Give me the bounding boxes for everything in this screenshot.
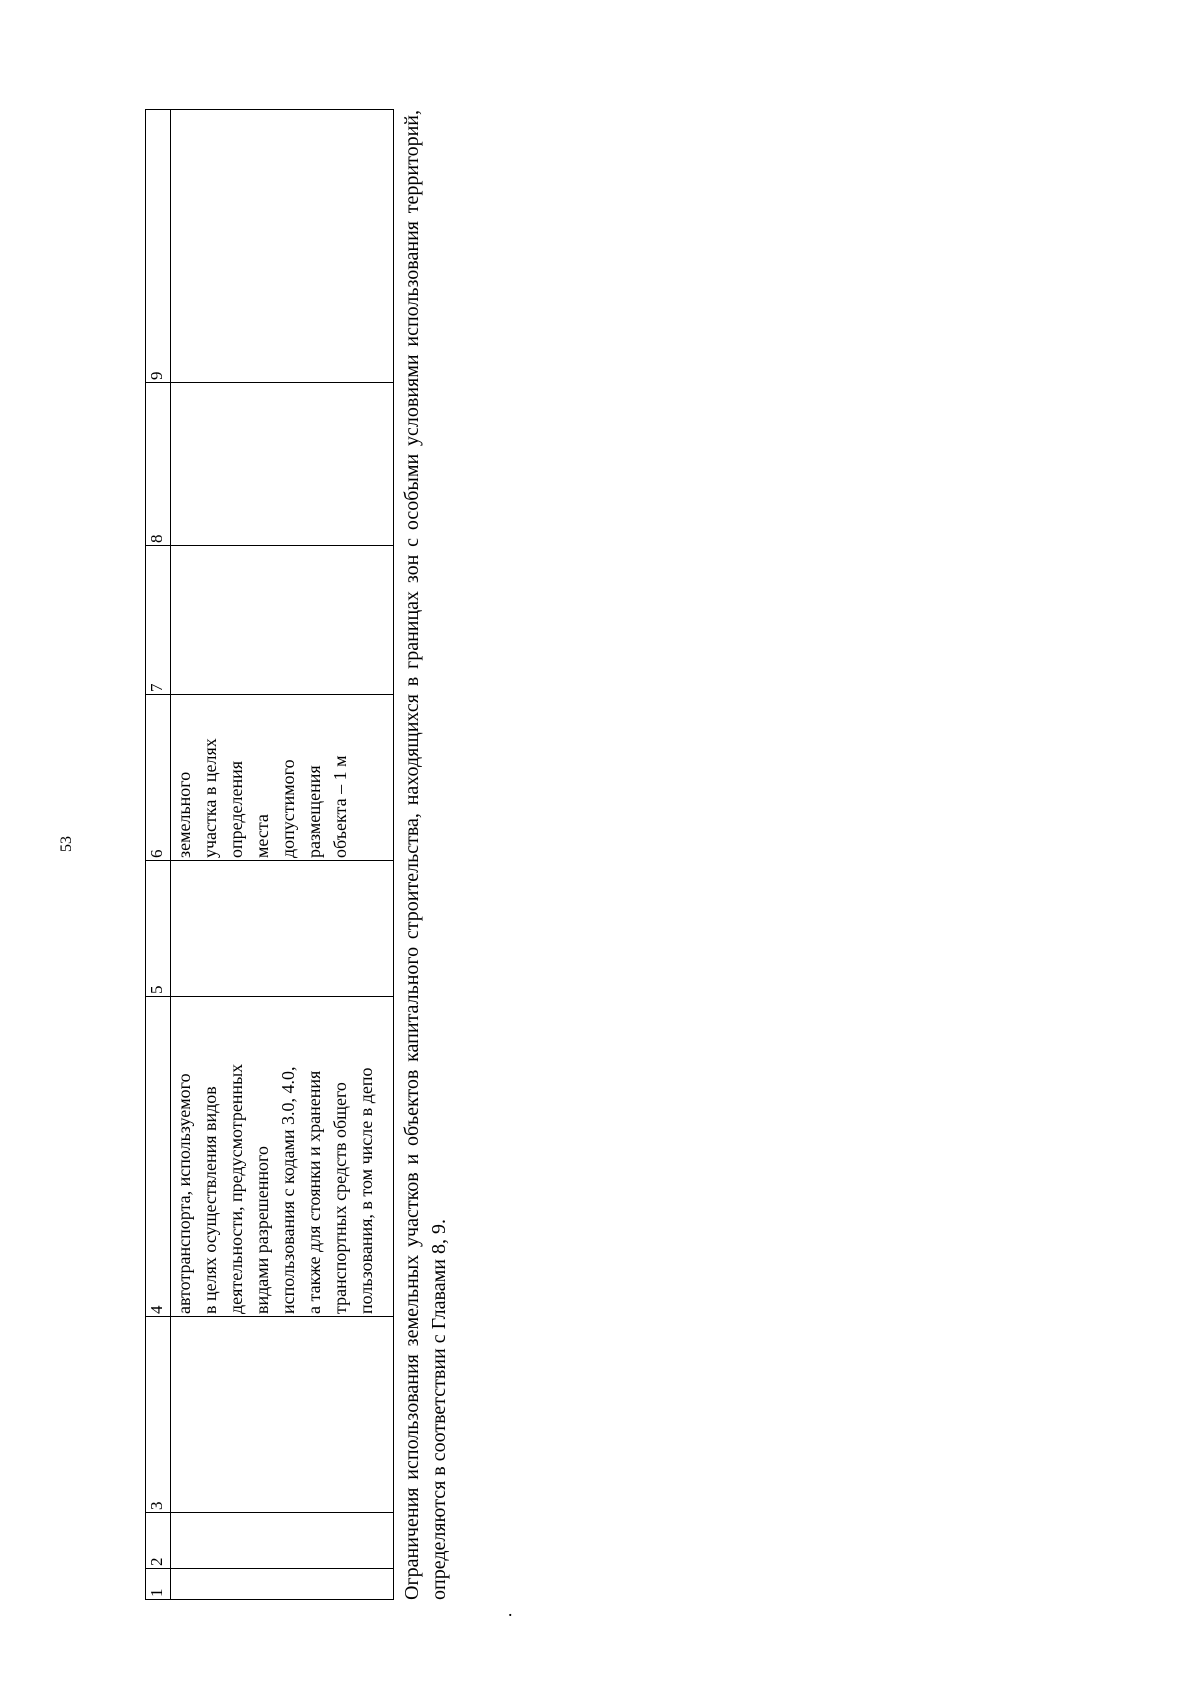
- page-number: 53: [58, 836, 75, 852]
- table-cell-setback-requirement: земельного участка в целях определения места допустимого размещения объекта – 1 м: [171, 695, 394, 861]
- table-row: [171, 110, 394, 1600]
- table-cell-col1: [171, 1569, 394, 1600]
- column-number-6: 6: [146, 695, 171, 861]
- restrictions-note: Ограничения использования земельных участков и объектов капитального строительства, находящихся в границах зон с особыми условиями использования территорий, определяются в соответствии с Главами 8, 9.: [401, 110, 450, 1600]
- rotated-page-content: [145, 110, 525, 1600]
- table-cell-permitted-use-description: автотранспорта, используемого в целях осуществления видов деятельности, предусмотренных видами разрешенного использования с кодами 3.0, 4.0, а также для стоянки и хранения транспортных средств общего пользования, в том числе в депо: [171, 997, 394, 1317]
- table-cell-col3: [171, 1317, 394, 1513]
- column-number-7: 7: [146, 546, 171, 695]
- column-number-2: 2: [146, 1513, 171, 1569]
- table-cell-col5: [171, 861, 394, 997]
- column-number-5: 5: [146, 861, 171, 997]
- column-number-8: 8: [146, 383, 171, 546]
- table-cell-col2: [171, 1513, 394, 1569]
- column-number-3: 3: [146, 1317, 171, 1513]
- column-number-row: [146, 110, 171, 1600]
- table-cell-col9: [171, 110, 394, 383]
- regulations-table: [145, 109, 394, 1600]
- trailing-dot: .: [508, 1600, 513, 1620]
- column-number-9: 9: [146, 110, 171, 383]
- table-cell-col7: [171, 546, 394, 695]
- column-number-1: 1: [146, 1569, 171, 1600]
- column-number-4: 4: [146, 997, 171, 1317]
- table-cell-col8: [171, 383, 394, 546]
